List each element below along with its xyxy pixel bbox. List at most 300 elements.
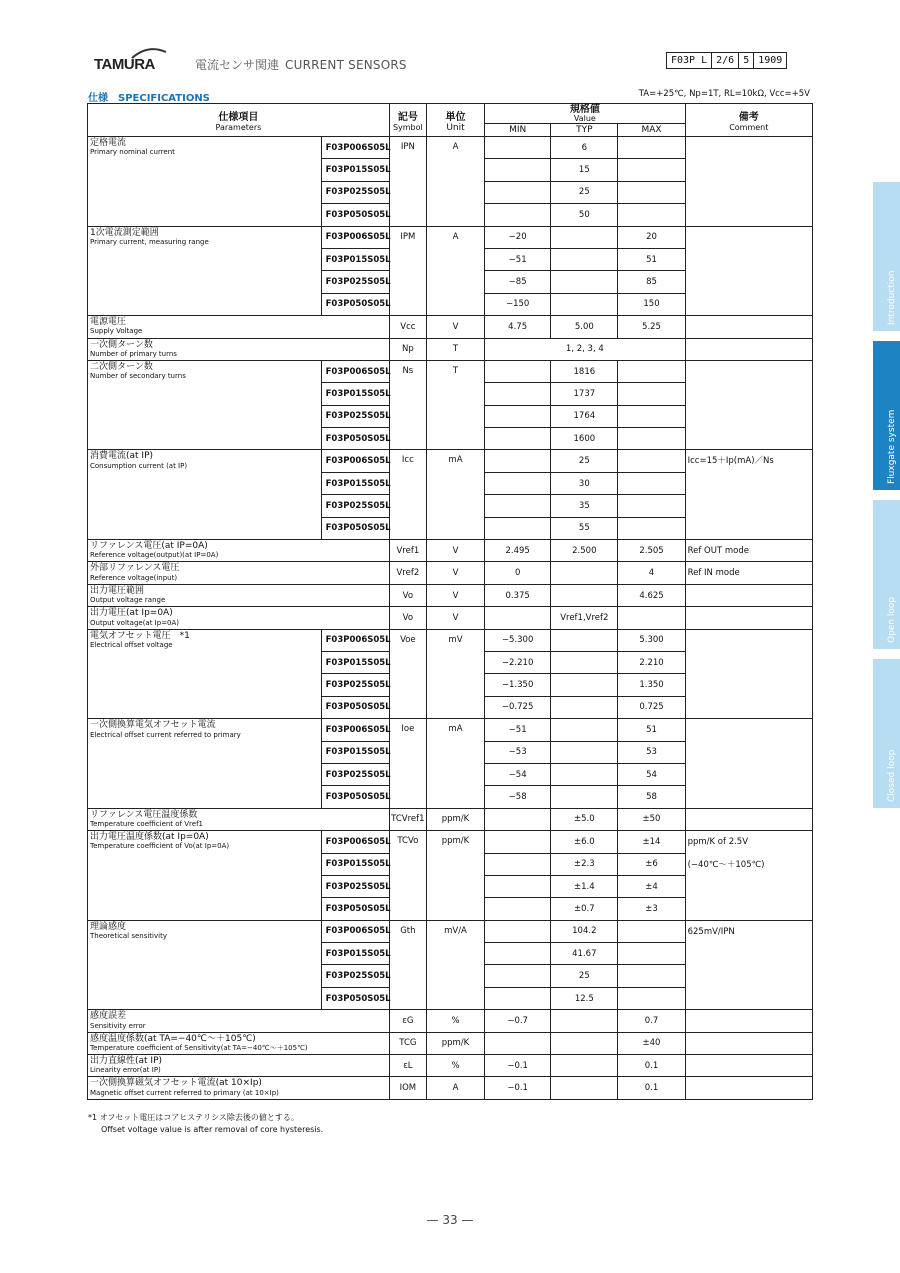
max-cell: 58: [618, 786, 685, 808]
tab-open-loop[interactable]: [873, 500, 900, 649]
min-cell: [485, 965, 551, 987]
param-jp: 電源電圧: [90, 317, 127, 328]
min-cell: −2.210: [485, 651, 551, 673]
logo-swoosh-icon: [130, 46, 168, 60]
unit-cell: V: [426, 540, 484, 562]
max-cell: ±4: [618, 875, 685, 897]
table-row: [88, 920, 813, 942]
comment-line: ppm/K of 2.5V: [687, 837, 749, 848]
model-name: F03P050S05L: [321, 898, 389, 920]
model-name: F03P025S05L: [321, 763, 389, 785]
min-cell: [485, 853, 551, 875]
min-cell: [485, 898, 551, 920]
max-cell: 0.1: [618, 1055, 685, 1077]
typ-cell: ±2.3: [551, 853, 618, 875]
symbol-cell: IPN: [389, 137, 426, 227]
min-cell: [485, 808, 551, 830]
param-name: [88, 629, 322, 719]
model-name: F03P025S05L: [321, 495, 389, 517]
symbol-cell: TCG: [389, 1032, 426, 1054]
max-cell: 0.725: [618, 696, 685, 718]
param-en: Reference voltage(input): [90, 573, 178, 582]
max-cell: [618, 965, 685, 987]
param-jp: 出力電圧(at Ip=0A): [90, 608, 173, 619]
comment-line: 625mV/IPN: [687, 926, 735, 937]
typ-cell: 41.67: [551, 943, 618, 965]
min-cell: 0: [485, 562, 551, 584]
model-name: F03P015S05L: [321, 651, 389, 673]
min-cell: −85: [485, 271, 551, 293]
param-jp: 感度誤差: [90, 1011, 127, 1022]
model-name: F03P015S05L: [321, 159, 389, 181]
typ-cell: 15: [551, 159, 618, 181]
max-cell: [618, 181, 685, 203]
min-cell: [485, 159, 551, 181]
table-row: [88, 360, 813, 382]
typ-cell: [551, 1077, 618, 1099]
param-en: Temperature coefficient of Sensitivity(at TA=−40℃〜＋105℃): [90, 1043, 308, 1052]
min-cell: −54: [485, 763, 551, 785]
tab-fluxgate-system[interactable]: [873, 341, 900, 490]
max-cell: ±6: [618, 853, 685, 875]
min-cell: [485, 831, 551, 853]
typ-cell: 35: [551, 495, 618, 517]
comment-cell: [685, 338, 812, 360]
min-cell: [485, 405, 551, 427]
param-jp: 外部リファレンス電圧: [90, 563, 180, 574]
typ-cell: ±6.0: [551, 831, 618, 853]
comment-cell: [685, 719, 812, 809]
model-name: F03P015S05L: [321, 472, 389, 494]
model-name: F03P006S05L: [321, 360, 389, 382]
param-name: [88, 831, 322, 921]
unit-cell: ppm/K: [426, 1032, 484, 1054]
symbol-cell: εL: [389, 1055, 426, 1077]
max-cell: 53: [618, 741, 685, 763]
tab-label: Fluxgate system: [886, 409, 897, 484]
model-name: F03P006S05L: [321, 719, 389, 741]
typ-cell: 1600: [551, 428, 618, 450]
comment-cell: [685, 920, 812, 1010]
document-code: [666, 52, 787, 69]
header-max: MAX: [618, 124, 685, 137]
code-part: 5: [739, 53, 754, 68]
param-name: [88, 226, 322, 316]
param-name: [88, 1077, 390, 1099]
param-name: [88, 584, 390, 606]
model-name: F03P025S05L: [321, 271, 389, 293]
param-en: Primary nominal current: [90, 148, 175, 157]
param-name: [88, 1055, 390, 1077]
comment-cell: Ref OUT mode: [685, 540, 812, 562]
table-row: [88, 1032, 813, 1054]
max-cell: ±50: [618, 808, 685, 830]
param-name: [88, 450, 322, 540]
unit-cell: T: [426, 338, 484, 360]
param-jp: 出力直線性(at IP): [90, 1056, 163, 1067]
min-cell: −5.300: [485, 629, 551, 651]
param-jp: 1次電流測定範囲: [90, 227, 159, 238]
comment-cell: [685, 316, 812, 338]
param-en: Magnetic offset current referred to primary (at 10×Ip): [90, 1088, 279, 1097]
max-cell: 85: [618, 271, 685, 293]
typ-cell: ±1.4: [551, 875, 618, 897]
typ-cell: [551, 741, 618, 763]
typ-cell: 25: [551, 965, 618, 987]
min-cell: [485, 428, 551, 450]
model-name: F03P006S05L: [321, 831, 389, 853]
typ-cell: [551, 226, 618, 248]
max-cell: 1.350: [618, 674, 685, 696]
typ-cell: [551, 248, 618, 270]
param-jp: 出力電圧範囲: [90, 585, 145, 596]
param-en: Electrical offset current referred to primary: [90, 730, 241, 739]
max-cell: [618, 450, 685, 472]
code-part: 2/6: [712, 53, 739, 68]
param-jp: 定格電流: [90, 138, 127, 148]
model-name: F03P050S05L: [321, 428, 389, 450]
comment-cell: Ref IN mode: [685, 562, 812, 584]
symbol-cell: Ioe: [389, 719, 426, 809]
comment-cell: [685, 607, 812, 629]
param-en: Electrical offset voltage: [90, 640, 173, 649]
unit-cell: A: [426, 226, 484, 316]
unit-cell: ppm/K: [426, 831, 484, 921]
model-name: F03P050S05L: [321, 204, 389, 226]
max-cell: [618, 920, 685, 942]
typ-cell: [551, 719, 618, 741]
min-cell: −20: [485, 226, 551, 248]
param-name: [88, 920, 322, 1010]
model-name: F03P006S05L: [321, 137, 389, 159]
param-name: [88, 137, 322, 227]
table-row: [88, 1055, 813, 1077]
test-conditions: TA=+25℃, Np=1T, RL=10kΩ, Vcc=+5V: [638, 89, 810, 99]
table-row: [88, 137, 813, 159]
symbol-cell: IPM: [389, 226, 426, 316]
model-name: F03P015S05L: [321, 943, 389, 965]
min-cell: −58: [485, 786, 551, 808]
param-en: Number of secondary turns: [90, 372, 186, 381]
max-cell: [618, 517, 685, 539]
min-cell: [485, 517, 551, 539]
typ-cell: [551, 786, 618, 808]
param-name: [88, 607, 390, 629]
table-row: [88, 808, 813, 830]
comment-cell: [685, 1055, 812, 1077]
typ-cell: [551, 1032, 618, 1054]
model-name: F03P025S05L: [321, 965, 389, 987]
model-name: F03P015S05L: [321, 248, 389, 270]
typ-cell: ±5.0: [551, 808, 618, 830]
unit-cell: V: [426, 562, 484, 584]
spec-body: [88, 137, 813, 1100]
min-cell: 4.75: [485, 316, 551, 338]
max-cell: [618, 495, 685, 517]
comment-cell: [685, 137, 812, 227]
unit-cell: mV: [426, 629, 484, 719]
table-row: [88, 607, 813, 629]
typ-cell: [551, 651, 618, 673]
symbol-cell: Vref2: [389, 562, 426, 584]
param-name: [88, 808, 390, 830]
symbol-cell: IOM: [389, 1077, 426, 1099]
max-cell: [618, 428, 685, 450]
unit-cell: A: [426, 1077, 484, 1099]
max-cell: 51: [618, 719, 685, 741]
max-cell: 150: [618, 293, 685, 315]
param-en: Temperature coefficient of Vref1: [90, 820, 203, 829]
model-name: F03P006S05L: [321, 920, 389, 942]
param-en: Sensitivity error: [90, 1021, 146, 1030]
comment-cell: [685, 831, 812, 921]
unit-cell: V: [426, 607, 484, 629]
typ-cell: 1737: [551, 383, 618, 405]
comment-cell: [685, 808, 812, 830]
unit-cell: A: [426, 137, 484, 227]
model-name: F03P015S05L: [321, 741, 389, 763]
model-name: F03P050S05L: [321, 987, 389, 1009]
typ-cell: 30: [551, 472, 618, 494]
comment-line: (−40℃〜＋105℃): [687, 859, 765, 870]
max-cell: [618, 607, 685, 629]
symbol-cell: Vcc: [389, 316, 426, 338]
unit-cell: V: [426, 584, 484, 606]
typ-cell: [551, 584, 618, 606]
header-category: [195, 56, 407, 73]
typ-cell: [551, 763, 618, 785]
max-cell: ±40: [618, 1032, 685, 1054]
min-cell: −150: [485, 293, 551, 315]
typ-cell: 25: [551, 181, 618, 203]
page-number: — 33 —: [426, 1213, 474, 1227]
param-name: [88, 540, 390, 562]
typ-cell: [551, 271, 618, 293]
tab-label: Open loop: [886, 596, 897, 643]
side-tabs: [873, 182, 900, 818]
param-jp: 一次側ターン数: [90, 339, 153, 350]
param-en: Supply Voltage: [90, 327, 143, 336]
max-cell: 0.1: [618, 1077, 685, 1099]
typ-cell: 1816: [551, 360, 618, 382]
unit-cell: ppm/K: [426, 808, 484, 830]
code-part: 1909: [758, 55, 783, 66]
comment-cell: [685, 1010, 812, 1032]
max-cell: [618, 943, 685, 965]
comment-cell: [685, 450, 812, 540]
param-name: [88, 719, 322, 809]
symbol-cell: TCVo: [389, 831, 426, 921]
table-row: [88, 719, 813, 741]
typ-cell: [551, 1010, 618, 1032]
max-cell: ±14: [618, 831, 685, 853]
min-cell: −0.7: [485, 1010, 551, 1032]
param-name: [88, 338, 390, 360]
table-row: [88, 450, 813, 472]
min-cell: [485, 1032, 551, 1054]
tab-introduction[interactable]: [873, 182, 900, 331]
param-jp: 一次側換算電気オフセット電流: [90, 720, 216, 731]
min-cell: 2.495: [485, 540, 551, 562]
param-name: [88, 1010, 390, 1032]
max-cell: 20: [618, 226, 685, 248]
param-en: Theoretical sensitivity: [90, 932, 167, 941]
max-cell: 51: [618, 248, 685, 270]
symbol-cell: Voe: [389, 629, 426, 719]
min-cell: −1.350: [485, 674, 551, 696]
min-cell: −51: [485, 248, 551, 270]
model-name: F03P025S05L: [321, 181, 389, 203]
typ-cell: [551, 674, 618, 696]
min-cell: [485, 383, 551, 405]
symbol-cell: εG: [389, 1010, 426, 1032]
model-name: F03P025S05L: [321, 875, 389, 897]
typ-cell: [551, 1055, 618, 1077]
param-jp: 二次側ターン数: [90, 361, 153, 372]
typ-cell: ±0.7: [551, 898, 618, 920]
comment-cell: [685, 584, 812, 606]
param-name: [88, 562, 390, 584]
table-row: [88, 584, 813, 606]
min-cell: −0.1: [485, 1077, 551, 1099]
typ-cell: 55: [551, 517, 618, 539]
model-name: F03P006S05L: [321, 450, 389, 472]
min-cell: [485, 607, 551, 629]
tab-label: Closed loop: [886, 749, 897, 802]
typ-cell: 50: [551, 204, 618, 226]
max-cell: [618, 472, 685, 494]
comment-cell: [685, 1032, 812, 1054]
category-jp: 電流センサ関連: [195, 58, 280, 72]
footnote-jp: *1 オフセット電圧はコアヒステリシス除去後の値とする。: [88, 1113, 299, 1122]
typ-cell: [551, 629, 618, 651]
param-en: Temperature coefficient of Vo(at Ip=0A): [90, 842, 230, 851]
typ-cell: 104.2: [551, 920, 618, 942]
comment-cell: [685, 629, 812, 719]
table-row: [88, 629, 813, 651]
unit-cell: T: [426, 360, 484, 450]
model-name: F03P015S05L: [321, 383, 389, 405]
table-row: [88, 1077, 813, 1099]
param-jp: リファレンス電圧温度係数: [90, 809, 198, 820]
param-en: Output voltage(at Ip=0A): [90, 618, 180, 627]
min-cell: [485, 450, 551, 472]
symbol-cell: Vref1: [389, 540, 426, 562]
min-cell: −51: [485, 719, 551, 741]
max-cell: [618, 159, 685, 181]
typ-cell: 12.5: [551, 987, 618, 1009]
max-cell: 54: [618, 763, 685, 785]
max-cell: 2.210: [618, 651, 685, 673]
min-cell: [485, 181, 551, 203]
symbol-cell: Gth: [389, 920, 426, 1010]
param-jp: 消費電流(at IP): [90, 451, 154, 462]
table-row: [88, 226, 813, 248]
param-name: [88, 360, 322, 450]
param-en: Consumption current (at IP): [90, 461, 188, 470]
header-parameters: 仕様項目 Parameters: [88, 104, 390, 137]
comment-cell: [685, 360, 812, 450]
footnote-en: Offset voltage value is after removal of core hysteresis.: [101, 1125, 324, 1134]
comment-line: Icc=15＋Ip(mA)／Ns: [687, 456, 774, 467]
symbol-cell: TCVref1: [389, 808, 426, 830]
min-cell: [485, 987, 551, 1009]
max-cell: ±3: [618, 898, 685, 920]
max-cell: [618, 405, 685, 427]
min-cell: [485, 943, 551, 965]
table-row: [88, 562, 813, 584]
param-name: [88, 316, 390, 338]
code-part: F03P L: [667, 53, 712, 68]
unit-cell: mA: [426, 719, 484, 809]
min-cell: [485, 875, 551, 897]
value-cell: 1, 2, 3, 4: [485, 338, 686, 360]
max-cell: 5.300: [618, 629, 685, 651]
table-row: [88, 1010, 813, 1032]
typ-cell: [551, 696, 618, 718]
symbol-cell: Vo: [389, 584, 426, 606]
param-en: Linearity error(at IP): [90, 1066, 161, 1075]
model-name: F03P025S05L: [321, 405, 389, 427]
section-title: 仕様 SPECIFICATIONS: [88, 93, 210, 104]
comment-cell: [685, 1077, 812, 1099]
param-jp: 一次側換算磁気オフセット電流(at 10×Ip): [90, 1078, 262, 1089]
table-row: [88, 316, 813, 338]
max-cell: [618, 137, 685, 159]
max-cell: [618, 987, 685, 1009]
max-cell: 2.505: [618, 540, 685, 562]
min-cell: [485, 472, 551, 494]
param-en: Reference voltage(output)(at IP=0A): [90, 551, 219, 560]
comment-cell: [685, 226, 812, 316]
symbol-cell: Icc: [389, 450, 426, 540]
symbol-cell: Ns: [389, 360, 426, 450]
typ-cell: [551, 562, 618, 584]
symbol-cell: Np: [389, 338, 426, 360]
typ-cell: 25: [551, 450, 618, 472]
category-en: CURRENT SENSORS: [285, 58, 407, 72]
min-cell: 0.375: [485, 584, 551, 606]
max-cell: [618, 383, 685, 405]
min-cell: −0.1: [485, 1055, 551, 1077]
max-cell: [618, 360, 685, 382]
model-name: F03P006S05L: [321, 226, 389, 248]
param-jp: 理論感度: [90, 921, 127, 932]
typ-cell: 2.500: [551, 540, 618, 562]
max-cell: 4: [618, 562, 685, 584]
unit-cell: mA: [426, 450, 484, 540]
typ-cell: 5.00: [551, 316, 618, 338]
max-cell: 4.625: [618, 584, 685, 606]
model-name: F03P050S05L: [321, 293, 389, 315]
model-name: F03P050S05L: [321, 696, 389, 718]
tab-closed-loop[interactable]: [873, 659, 900, 808]
model-name: F03P025S05L: [321, 674, 389, 696]
header-value: 規格値 Value: [485, 104, 686, 124]
tamura-logo: [94, 54, 155, 73]
footnote: [88, 1112, 323, 1136]
typ-cell: Vref1,Vref2: [551, 607, 618, 629]
min-cell: −53: [485, 741, 551, 763]
unit-cell: V: [426, 316, 484, 338]
unit-cell: %: [426, 1055, 484, 1077]
min-cell: [485, 204, 551, 226]
typ-cell: 1764: [551, 405, 618, 427]
table-row: [88, 831, 813, 853]
header-unit: 単位 Unit: [426, 104, 484, 137]
min-cell: [485, 495, 551, 517]
tab-label: Introduction: [886, 270, 897, 325]
